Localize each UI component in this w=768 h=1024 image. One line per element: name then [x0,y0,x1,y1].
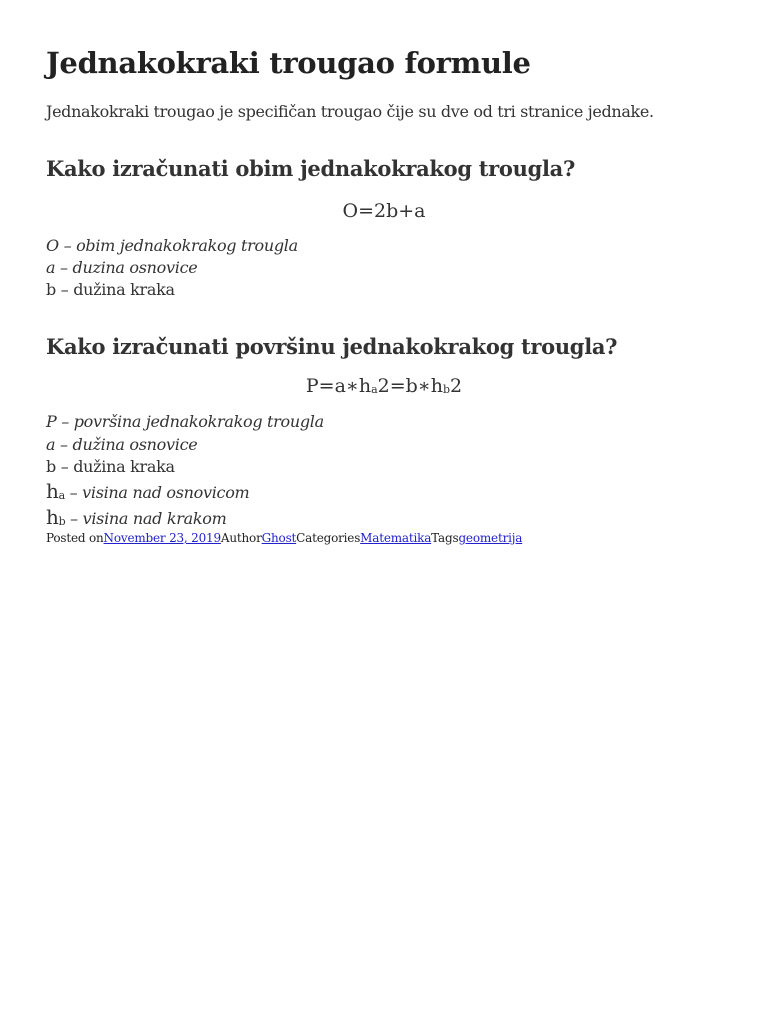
perimeter-formula: O=2b+a [342,200,426,222]
area-formula [46,375,722,397]
post-date-link[interactable]: November 23, 2019 [103,531,221,545]
ha-symbol [46,479,65,503]
area-formula-part2: 2=b∗h [377,375,443,397]
area-formula-sub-a: a [371,383,378,396]
hb-subscript: b [58,515,66,528]
area-heading: Kako izračunati površinu jednakokrakog trougla? [46,334,618,359]
hb-text: – visina nad krakom [65,509,227,528]
ha-letter: h [46,479,59,503]
author-link[interactable]: Ghost [261,531,297,545]
hb-letter: h [46,505,59,529]
page-title: Jednakokraki trougao formule [46,46,531,80]
definition-b-area: b – dužina kraka [46,457,175,476]
definition-ha [46,480,249,507]
definition-b: b – dužina kraka [46,280,175,299]
definition-o: O – obim jednakokrakog trougla [46,236,298,255]
posted-on-label: Posted on [46,531,104,545]
author-label: Author [220,531,262,545]
definition-hb [46,506,227,533]
hb-symbol [46,505,65,529]
ha-subscript: a [58,489,65,502]
area-formula-part3: 2 [450,375,463,397]
definition-p: P – površina jednakokrakog trougla [46,412,324,431]
area-formula-sub-b: b [442,383,451,396]
ha-text: – visina nad osnovicom [64,483,250,502]
tags-label: Tags [431,531,459,545]
perimeter-heading: Kako izračunati obim jednakokrakog trougla? [46,156,575,181]
tag-link[interactable]: geometrija [458,531,523,545]
intro-paragraph: Jednakokraki trougao je specifičan trougao čije su dve od tri stranice jednake. [46,102,654,121]
definition-a-area: a – dužina osnovice [46,435,198,454]
area-formula-part1: P=a∗h [305,375,372,397]
category-link[interactable]: Matematika [360,531,432,545]
definition-a: a – duzina osnovice [46,258,198,277]
post-meta [46,531,522,545]
categories-label: Categories [296,531,361,545]
